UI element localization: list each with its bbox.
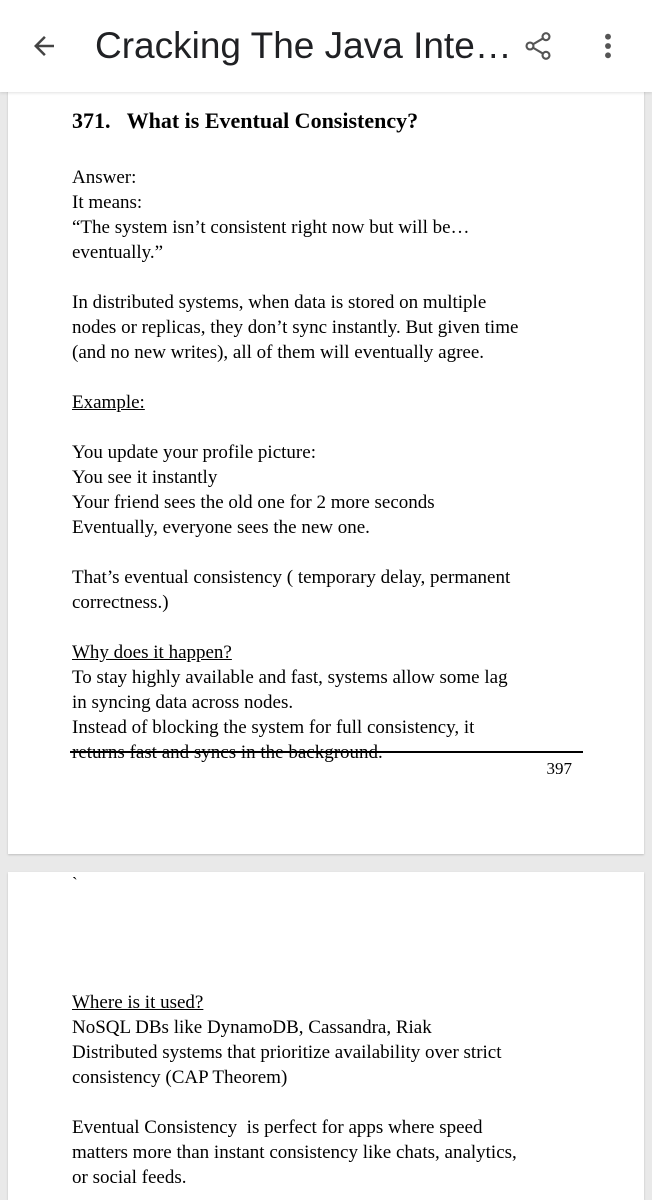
it-means-line: It means: bbox=[72, 192, 143, 213]
closing-line: or social feeds. bbox=[72, 1167, 187, 1188]
page-text bbox=[72, 990, 592, 1190]
share-icon bbox=[522, 30, 554, 62]
summary-line: That’s eventual consistency ( temporary delay, permanent bbox=[72, 567, 511, 588]
more-options-button[interactable] bbox=[588, 24, 628, 68]
question-heading: 371. What is Eventual Consistency? bbox=[72, 108, 419, 133]
document-page[interactable] bbox=[8, 872, 644, 1200]
document-page[interactable] bbox=[8, 88, 644, 854]
page-text bbox=[72, 108, 592, 765]
example-label: Example: bbox=[72, 392, 145, 413]
where-line: NoSQL DBs like DynamoDB, Cassandra, Riak bbox=[72, 1017, 432, 1038]
example-line: Your friend sees the old one for 2 more seconds bbox=[72, 492, 435, 513]
back-button[interactable] bbox=[22, 24, 66, 68]
why-line: in syncing data across nodes. bbox=[72, 692, 294, 713]
footer-rule bbox=[70, 751, 583, 753]
app-toolbar bbox=[0, 0, 652, 92]
why-line: To stay highly available and fast, systems allow some lag bbox=[72, 667, 508, 688]
where-line: consistency (CAP Theorem) bbox=[72, 1067, 288, 1088]
example-line: Eventually, everyone sees the new one. bbox=[72, 517, 370, 538]
arrow-left-icon bbox=[29, 31, 59, 61]
example-line: You see it instantly bbox=[72, 467, 218, 488]
page-number: 397 bbox=[546, 759, 572, 778]
where-line: Distributed systems that prioritize availability over strict bbox=[72, 1042, 502, 1063]
more-vert-icon bbox=[602, 30, 614, 62]
why-line: returns fast and syncs in the background. bbox=[72, 742, 383, 763]
paragraph-line: (and no new writes), all of them will eventually agree. bbox=[72, 342, 485, 363]
paragraph-line: In distributed systems, when data is stored on multiple bbox=[72, 292, 487, 313]
why-line: Instead of blocking the system for full consistency, it bbox=[72, 717, 475, 738]
why-label: Why does it happen? bbox=[72, 642, 232, 663]
quote-line: “The system isn’t consistent right now but will be… bbox=[72, 217, 470, 238]
summary-line: correctness.) bbox=[72, 592, 169, 613]
closing-line: Eventual Consistency is perfect for apps where speed bbox=[72, 1117, 483, 1138]
paragraph-line: nodes or replicas, they don’t sync instantly. But given time bbox=[72, 317, 519, 338]
example-line: You update your profile picture: bbox=[72, 442, 316, 463]
where-label: Where is it used? bbox=[72, 992, 204, 1013]
stray-mark: ` bbox=[72, 874, 78, 893]
closing-line: matters more than instant consistency like chats, analytics, bbox=[72, 1142, 517, 1163]
document-title: Cracking The Java Inte… bbox=[95, 25, 512, 66]
quote-line: eventually.” bbox=[72, 242, 164, 263]
share-button[interactable] bbox=[516, 24, 560, 68]
answer-label: Answer: bbox=[72, 167, 137, 188]
